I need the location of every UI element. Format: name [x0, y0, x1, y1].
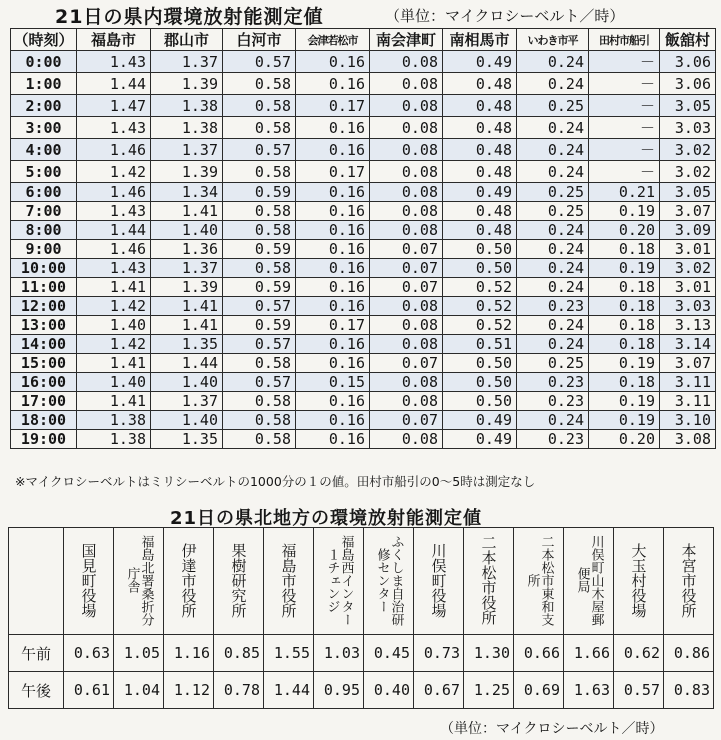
table1-value-cell: 0.59: [223, 316, 296, 335]
table1-value-cell: 1.43: [77, 117, 151, 139]
table1-value-cell: 1.37: [151, 392, 223, 411]
table2-header-cell: [64, 528, 114, 635]
table2-header-label: 福島市役所: [279, 542, 298, 618]
table1-value-cell: 0.16: [296, 430, 370, 449]
table1-value-cell: 0.58: [223, 354, 296, 373]
table1-row: [11, 430, 716, 449]
table1-row: [11, 240, 716, 259]
table1-value-cell: 0.07: [370, 278, 443, 297]
table2-value-cell: 1.16: [164, 635, 214, 672]
table1-value-cell: 3.03: [660, 117, 716, 139]
table1-value-cell: 0.50: [443, 392, 517, 411]
table1-value-cell: 0.25: [517, 95, 589, 117]
table1-value-cell: 0.16: [296, 117, 370, 139]
table1-value-cell: 0.08: [370, 335, 443, 354]
table1-time-cell: 16:00: [11, 373, 77, 392]
table1-value-cell: 0.16: [296, 297, 370, 316]
table1-time-cell: 10:00: [11, 259, 77, 278]
table1-value-cell: 0.25: [517, 183, 589, 202]
table1-value-cell: 0.24: [517, 278, 589, 297]
table1-value-cell: 0.08: [370, 430, 443, 449]
table1-value-cell: 0.52: [443, 278, 517, 297]
table1-value-cell: 0.19: [589, 259, 660, 278]
table2-header-label: ふくしま自治研修センター: [374, 534, 404, 626]
table1-value-cell: 0.50: [443, 354, 517, 373]
table1-time-cell: 4:00: [11, 139, 77, 161]
table1-header-cell: 会津若松市: [296, 29, 370, 51]
table1-header-cell: いわき市平: [517, 29, 589, 51]
table2-header-label: 国見町役場: [79, 542, 98, 618]
table1-value-cell: 0.16: [296, 51, 370, 73]
table1-value-cell: 0.57: [223, 335, 296, 354]
table1-value-cell: 1.43: [77, 202, 151, 221]
table1-value-cell: 0.24: [517, 335, 589, 354]
table1-row: [11, 95, 716, 117]
table1-value-cell: －: [589, 51, 660, 73]
table1-row: [11, 392, 716, 411]
table1-value-cell: 0.16: [296, 278, 370, 297]
table1-value-cell: 0.24: [517, 411, 589, 430]
table1-value-cell: 3.01: [660, 278, 716, 297]
table2-row-label: 午前: [9, 635, 64, 672]
table1-value-cell: 0.08: [370, 316, 443, 335]
table1-row: [11, 202, 716, 221]
table1-value-cell: 1.44: [151, 354, 223, 373]
table1-value-cell: 0.19: [589, 392, 660, 411]
table1-time-cell: 8:00: [11, 221, 77, 240]
table1-time-cell: 7:00: [11, 202, 77, 221]
table2-header-label: 福島西インター１チェンジ: [324, 534, 354, 626]
table1-row: [11, 335, 716, 354]
table1-value-cell: 3.11: [660, 392, 716, 411]
table2-value-cell: 0.67: [414, 672, 464, 709]
table2-row: [9, 672, 714, 709]
table1-row: [11, 316, 716, 335]
table2-value-cell: 1.12: [164, 672, 214, 709]
table1-value-cell: 0.16: [296, 202, 370, 221]
table1-value-cell: 1.41: [77, 278, 151, 297]
table1-value-cell: 0.16: [296, 259, 370, 278]
table1-value-cell: 0.08: [370, 139, 443, 161]
table2-header-cell: [364, 528, 414, 635]
table1-value-cell: 0.57: [223, 373, 296, 392]
table1-value-cell: 0.16: [296, 73, 370, 95]
table1-title: 21日の県内環境放射能測定値: [55, 6, 324, 28]
table1-value-cell: 1.40: [151, 221, 223, 240]
table1-value-cell: 0.17: [296, 95, 370, 117]
table2-header-label: 大玉村役場: [629, 542, 648, 618]
table1-value-cell: 0.23: [517, 430, 589, 449]
table1-value-cell: 0.24: [517, 117, 589, 139]
table2-header-label: 本宮市役所: [679, 542, 698, 618]
table1-value-cell: 1.43: [77, 51, 151, 73]
table1-value-cell: 0.59: [223, 278, 296, 297]
table1-value-cell: 0.48: [443, 202, 517, 221]
table1-value-cell: 0.07: [370, 411, 443, 430]
table1-value-cell: 3.05: [660, 183, 716, 202]
table2-header-label: 川俣町役場: [429, 542, 448, 618]
table2-value-cell: 0.57: [614, 672, 664, 709]
table1-value-cell: 0.48: [443, 139, 517, 161]
table1-value-cell: 3.07: [660, 202, 716, 221]
table1-unit: （単位：マイクロシーベルト／時）: [385, 7, 625, 25]
table2-value-cell: 1.30: [464, 635, 514, 672]
table1-value-cell: 3.02: [660, 259, 716, 278]
table1-value-cell: 0.15: [296, 373, 370, 392]
table2-value-cell: 1.66: [564, 635, 614, 672]
table1-value-cell: 3.13: [660, 316, 716, 335]
table2-header-cell: [664, 528, 714, 635]
table1-header-cell: 白河市: [223, 29, 296, 51]
kenpoku-radiation-table: [8, 527, 714, 709]
table1-row: [11, 373, 716, 392]
table1-value-cell: 1.37: [151, 259, 223, 278]
table1-row: [11, 411, 716, 430]
table1-value-cell: 1.35: [151, 335, 223, 354]
table1-value-cell: 1.46: [77, 240, 151, 259]
table1-value-cell: 0.16: [296, 392, 370, 411]
table1-value-cell: 0.20: [589, 430, 660, 449]
table2-value-cell: 0.62: [614, 635, 664, 672]
table2-header-cell: [514, 528, 564, 635]
table2-value-cell: 1.05: [114, 635, 164, 672]
table1-value-cell: 0.17: [296, 161, 370, 183]
table1-value-cell: －: [589, 73, 660, 95]
table2-corner-cell: [9, 528, 64, 635]
table1-value-cell: 0.18: [589, 335, 660, 354]
table2-title: 21日の県北地方の環境放射能測定値: [170, 508, 483, 529]
table1-value-cell: 0.59: [223, 183, 296, 202]
table1-value-cell: 0.49: [443, 51, 517, 73]
table1-value-cell: 0.48: [443, 95, 517, 117]
table1-value-cell: 0.52: [443, 297, 517, 316]
table1-value-cell: －: [589, 161, 660, 183]
table1-value-cell: 3.08: [660, 430, 716, 449]
table2-value-cell: 0.63: [64, 635, 114, 672]
table1-value-cell: 0.24: [517, 240, 589, 259]
table1-row: [11, 354, 716, 373]
table1-value-cell: 0.16: [296, 240, 370, 259]
table2-value-cell: 0.78: [214, 672, 264, 709]
table1-value-cell: 0.58: [223, 161, 296, 183]
table1-time-cell: 17:00: [11, 392, 77, 411]
table1-header-cell: （時刻）: [11, 29, 77, 51]
table1-value-cell: 0.25: [517, 354, 589, 373]
table2-row-label: 午後: [9, 672, 64, 709]
table1-value-cell: 0.08: [370, 161, 443, 183]
table2-value-cell: 0.45: [364, 635, 414, 672]
table1-value-cell: 0.24: [517, 73, 589, 95]
table1-value-cell: 0.08: [370, 373, 443, 392]
table1-value-cell: 0.16: [296, 221, 370, 240]
table1-value-cell: 0.08: [370, 202, 443, 221]
table1-value-cell: 0.49: [443, 430, 517, 449]
table1-value-cell: 0.24: [517, 316, 589, 335]
table1-value-cell: 0.19: [589, 411, 660, 430]
table1-value-cell: 1.38: [151, 95, 223, 117]
table1-value-cell: 0.58: [223, 411, 296, 430]
prefecture-radiation-table: [10, 28, 716, 449]
table1-value-cell: 0.57: [223, 51, 296, 73]
table1-value-cell: 0.52: [443, 316, 517, 335]
table1-value-cell: 0.24: [517, 139, 589, 161]
table1-row: [11, 278, 716, 297]
table1-value-cell: 0.58: [223, 202, 296, 221]
table1-value-cell: 0.24: [517, 221, 589, 240]
table2-value-cell: 1.63: [564, 672, 614, 709]
table1-value-cell: 0.49: [443, 183, 517, 202]
table2-value-cell: 1.25: [464, 672, 514, 709]
table1-value-cell: 0.16: [296, 183, 370, 202]
table1-time-cell: 0:00: [11, 51, 77, 73]
table1-value-cell: 3.10: [660, 411, 716, 430]
table1-row: [11, 73, 716, 95]
table1-value-cell: 0.57: [223, 297, 296, 316]
table1-value-cell: 1.38: [77, 430, 151, 449]
table1-value-cell: 0.51: [443, 335, 517, 354]
table2-header-cell: [314, 528, 364, 635]
table1-value-cell: 0.50: [443, 259, 517, 278]
table1-value-cell: 0.58: [223, 259, 296, 278]
table1-header-cell: 南会津町: [370, 29, 443, 51]
table1-value-cell: 0.21: [589, 183, 660, 202]
table1-value-cell: 1.41: [151, 297, 223, 316]
table2-value-cell: 1.44: [264, 672, 314, 709]
table1-value-cell: 0.24: [517, 259, 589, 278]
table2-header-cell: [464, 528, 514, 635]
table1-time-cell: 18:00: [11, 411, 77, 430]
table1-value-cell: 3.03: [660, 297, 716, 316]
table1-value-cell: 1.46: [77, 139, 151, 161]
table1-value-cell: 1.44: [77, 73, 151, 95]
table2-header-label: 福島北署桑折分庁舎: [124, 534, 154, 626]
table1-value-cell: 0.07: [370, 240, 443, 259]
table1-value-cell: 0.58: [223, 221, 296, 240]
table1-value-cell: 0.25: [517, 202, 589, 221]
table1-value-cell: 1.37: [151, 51, 223, 73]
table1-value-cell: 0.59: [223, 240, 296, 259]
table1-value-cell: 3.01: [660, 240, 716, 259]
table2-header-cell: [114, 528, 164, 635]
table1-value-cell: 3.06: [660, 51, 716, 73]
table1-value-cell: －: [589, 117, 660, 139]
table1-value-cell: 1.40: [151, 411, 223, 430]
table1-value-cell: 1.42: [77, 335, 151, 354]
table1-value-cell: 0.24: [517, 161, 589, 183]
table1-value-cell: 0.19: [589, 202, 660, 221]
table1-value-cell: 0.24: [517, 51, 589, 73]
table1-header-cell: 田村市船引: [589, 29, 660, 51]
table1-header-cell: 飯舘村: [660, 29, 716, 51]
table1-value-cell: 0.16: [296, 139, 370, 161]
table1-value-cell: 1.40: [151, 373, 223, 392]
table1-value-cell: 0.50: [443, 373, 517, 392]
table1-value-cell: 0.16: [296, 411, 370, 430]
table1-value-cell: 0.57: [223, 139, 296, 161]
table2-value-cell: 1.55: [264, 635, 314, 672]
table1-value-cell: 3.07: [660, 354, 716, 373]
table1-value-cell: 0.08: [370, 221, 443, 240]
table2-header-cell: [414, 528, 464, 635]
table2-value-cell: 0.95: [314, 672, 364, 709]
table2-value-cell: 0.40: [364, 672, 414, 709]
table1-value-cell: 1.47: [77, 95, 151, 117]
table1-value-cell: 0.48: [443, 73, 517, 95]
table2-value-cell: 0.85: [214, 635, 264, 672]
table1-row: [11, 221, 716, 240]
table1-value-cell: 0.18: [589, 316, 660, 335]
table1-time-cell: 2:00: [11, 95, 77, 117]
table2-value-cell: 1.03: [314, 635, 364, 672]
table1-value-cell: 0.19: [589, 354, 660, 373]
table1-time-cell: 19:00: [11, 430, 77, 449]
table2-header-cell: [564, 528, 614, 635]
table1-value-cell: 0.18: [589, 240, 660, 259]
table1-time-cell: 11:00: [11, 278, 77, 297]
table1-value-cell: －: [589, 95, 660, 117]
table1-value-cell: 0.58: [223, 95, 296, 117]
table1-value-cell: 1.40: [77, 373, 151, 392]
table1-value-cell: 3.05: [660, 95, 716, 117]
table2-value-cell: 0.73: [414, 635, 464, 672]
table1-row: [11, 259, 716, 278]
table1-value-cell: 0.07: [370, 259, 443, 278]
table1-value-cell: 0.17: [296, 316, 370, 335]
table1-time-cell: 3:00: [11, 117, 77, 139]
table1-value-cell: 1.46: [77, 183, 151, 202]
table1-value-cell: 0.16: [296, 354, 370, 373]
table1-value-cell: 0.08: [370, 73, 443, 95]
table1-row: [11, 139, 716, 161]
table1-value-cell: 1.41: [77, 392, 151, 411]
table1-value-cell: 3.06: [660, 73, 716, 95]
table1-value-cell: 0.48: [443, 221, 517, 240]
table1-row: [11, 51, 716, 73]
table2-header-label: 二本松市東和支所: [524, 534, 554, 626]
table1-value-cell: 0.48: [443, 117, 517, 139]
table1-time-cell: 12:00: [11, 297, 77, 316]
table2-value-cell: 0.66: [514, 635, 564, 672]
table1-value-cell: 3.02: [660, 161, 716, 183]
table1-row: [11, 183, 716, 202]
table2-header-label: 川俣町山木屋郵便局: [574, 534, 604, 626]
table1-value-cell: 1.42: [77, 161, 151, 183]
table1-value-cell: 0.07: [370, 354, 443, 373]
table1-value-cell: 3.11: [660, 373, 716, 392]
table2-unit: （単位：マイクロシーベルト／時）: [440, 721, 664, 737]
table1-value-cell: 0.18: [589, 297, 660, 316]
table1-value-cell: 0.23: [517, 392, 589, 411]
table2-header-label: 果樹研究所: [229, 542, 248, 618]
table1-value-cell: －: [589, 139, 660, 161]
table1-row: [11, 297, 716, 316]
table1-value-cell: 0.23: [517, 373, 589, 392]
table1-value-cell: 0.08: [370, 117, 443, 139]
table2-row: [9, 635, 714, 672]
table1-value-cell: 1.41: [77, 354, 151, 373]
table1-value-cell: 0.18: [589, 278, 660, 297]
table1-value-cell: 1.38: [77, 411, 151, 430]
table1-value-cell: 1.34: [151, 183, 223, 202]
table1-value-cell: 1.41: [151, 316, 223, 335]
table1-time-cell: 9:00: [11, 240, 77, 259]
table1-value-cell: 0.58: [223, 430, 296, 449]
table1-time-cell: 15:00: [11, 354, 77, 373]
table2-header-label: 二本松市役所: [479, 535, 498, 625]
table1-value-cell: 0.58: [223, 392, 296, 411]
table2-value-cell: 0.83: [664, 672, 714, 709]
table1-value-cell: 1.44: [77, 221, 151, 240]
table1-row: [11, 161, 716, 183]
table2-header-cell: [164, 528, 214, 635]
table1-value-cell: 0.18: [589, 373, 660, 392]
table1-value-cell: 1.37: [151, 139, 223, 161]
table1-value-cell: 1.39: [151, 278, 223, 297]
table1-time-cell: 14:00: [11, 335, 77, 354]
table1-value-cell: 0.08: [370, 297, 443, 316]
table1-value-cell: 0.08: [370, 95, 443, 117]
table1-row: [11, 117, 716, 139]
table1-value-cell: 0.58: [223, 73, 296, 95]
table1-value-cell: 0.50: [443, 240, 517, 259]
table1-value-cell: 0.08: [370, 183, 443, 202]
table2-header-cell: [614, 528, 664, 635]
table1-value-cell: 0.08: [370, 51, 443, 73]
table1-value-cell: 1.43: [77, 259, 151, 278]
table1-value-cell: 1.36: [151, 240, 223, 259]
table1-value-cell: 0.20: [589, 221, 660, 240]
table2-value-cell: 1.04: [114, 672, 164, 709]
table1-value-cell: 3.09: [660, 221, 716, 240]
table1-value-cell: 1.38: [151, 117, 223, 139]
table1-value-cell: 0.08: [370, 392, 443, 411]
table1-value-cell: 0.48: [443, 161, 517, 183]
table1-time-cell: 13:00: [11, 316, 77, 335]
table1-value-cell: 1.39: [151, 161, 223, 183]
table1-time-cell: 6:00: [11, 183, 77, 202]
table2-header-cell: [214, 528, 264, 635]
table1-value-cell: 0.58: [223, 117, 296, 139]
table1-footnote: ※マイクロシーベルトはミリシーベルトの1000分の１の値。田村市船引の0～5時は測定なし: [15, 474, 536, 489]
table1-header-cell: 福島市: [77, 29, 151, 51]
table1-value-cell: 1.40: [77, 316, 151, 335]
table2-value-cell: 0.69: [514, 672, 564, 709]
table1-value-cell: 3.14: [660, 335, 716, 354]
table1-time-cell: 5:00: [11, 161, 77, 183]
table1-header-cell: 南相馬市: [443, 29, 517, 51]
table1-value-cell: 0.49: [443, 411, 517, 430]
table2-value-cell: 0.61: [64, 672, 114, 709]
table2-header-label: 伊達市役所: [179, 542, 198, 618]
table1-value-cell: 1.39: [151, 73, 223, 95]
table2-header-cell: [264, 528, 314, 635]
table1-header-cell: 郡山市: [151, 29, 223, 51]
table1-value-cell: 0.23: [517, 297, 589, 316]
table1-value-cell: 1.41: [151, 202, 223, 221]
table1-value-cell: 1.35: [151, 430, 223, 449]
table1-time-cell: 1:00: [11, 73, 77, 95]
table1-value-cell: 0.16: [296, 335, 370, 354]
table1-value-cell: 1.42: [77, 297, 151, 316]
table1-value-cell: 3.02: [660, 139, 716, 161]
table2-value-cell: 0.86: [664, 635, 714, 672]
